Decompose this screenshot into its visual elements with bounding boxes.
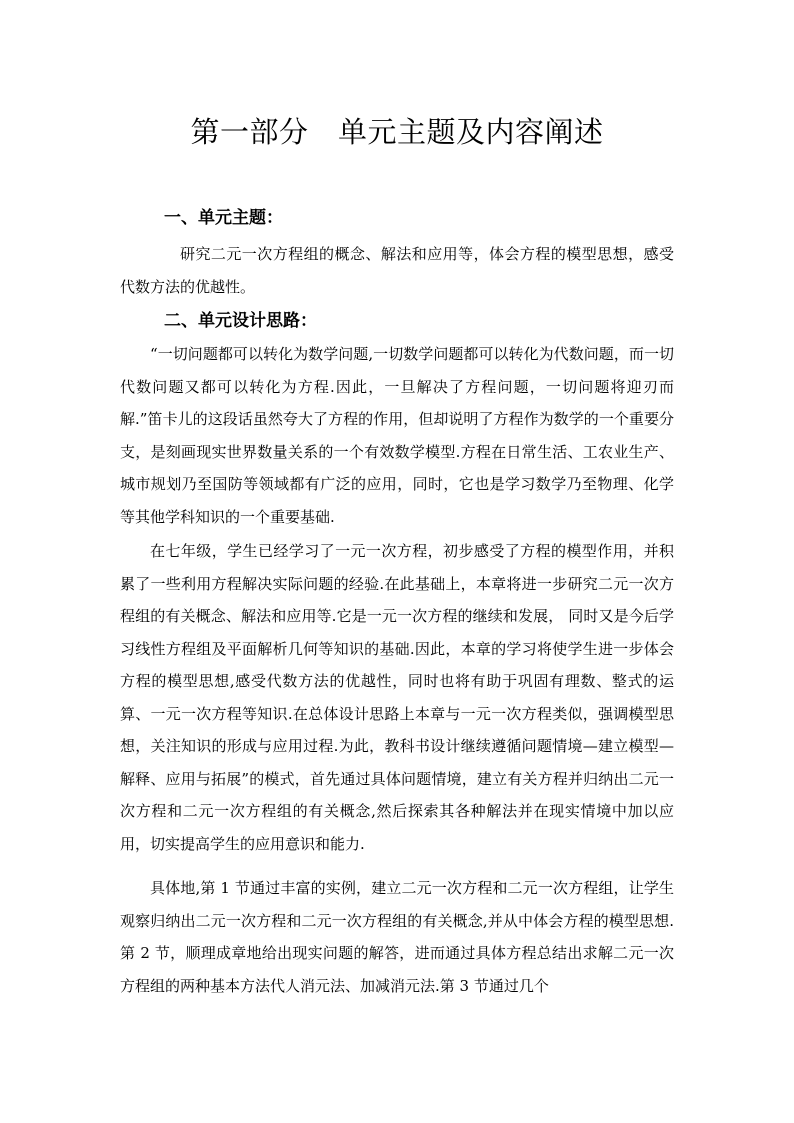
design-paragraph-grade7: 在七年级，学生已经学习了一元一次方程，初步感受了方程的模型作用，并积累了一些利用方程解决实际问题的经验.在此基础上，本章将进一步研究二元一次方程组的有关概念、解法和应用等.它是一元一次方程的继续和发展， 同时又是今后学习线性方程组及平面解析几何等知识的基础.因此，本章的学习将使学生进一步体会方程的模型思想,感受代数方法的优越性，同时也将有助于巩固有理数、整式的运算、一元一次方程等知识.在总体设计思路上本章与一元一次方程类似，强调模型思想，关注知识的形成与应用过程.为此，教科书设计继续遵循问题情境—建立模型—解释、应用与拓展”的模式，首先通过具体问题情境，建立有关方程并归纳出二元一次方程和二元一次方程组的有关概念,然后探索其各种解法并在现实情境中加以应用，切实提高学生的应用意识和能力. (120, 542, 674, 853)
page-title: 第一部分 单元主题及内容阐述 (190, 115, 604, 149)
section-heading-theme: 一、单元主题： (164, 208, 283, 228)
design-paragraph-quote: “一切问题都可以转化为数学问题,一切数学问题都可以转化为代数问题，而一切代数问题又都可以转化为方程.因此，一旦解决了方程问题，一切问题将迎刃而解.”笛卡儿的这段话虽然夸大了方程的作用，但却说明了方程作为数学的一个重要分支，是刻画现实世界数量关系的一个有效数学模型.方程在日常生活、工农业生产、城市规划乃至国防等领域都有广泛的应用，同时，它也是学习数学乃至物理、化学等其他学科知识的一个重要基础. (120, 345, 674, 526)
theme-paragraph: 研究二元一次方程组的概念、解法和应用等，体会方程的模型思想，感受代数方法的优越性。 (120, 245, 674, 296)
design-paragraph-details: 具体地,第 1 节通过丰富的实例，建立二元一次方程和二元一次方程组，让学生观察归纳出二元一次方程和二元一次方程组的有关概念,并从中体会方程的模型思想.第 2 节，顺理成章地给出现实问题的解答，进而通过具体方程总结出求解二元一次方程组的两种基本方法代人消元法、加减消元法.第 3 节通过几个 (120, 879, 674, 995)
section-heading-design: 二、单元设计思路： (164, 311, 317, 331)
